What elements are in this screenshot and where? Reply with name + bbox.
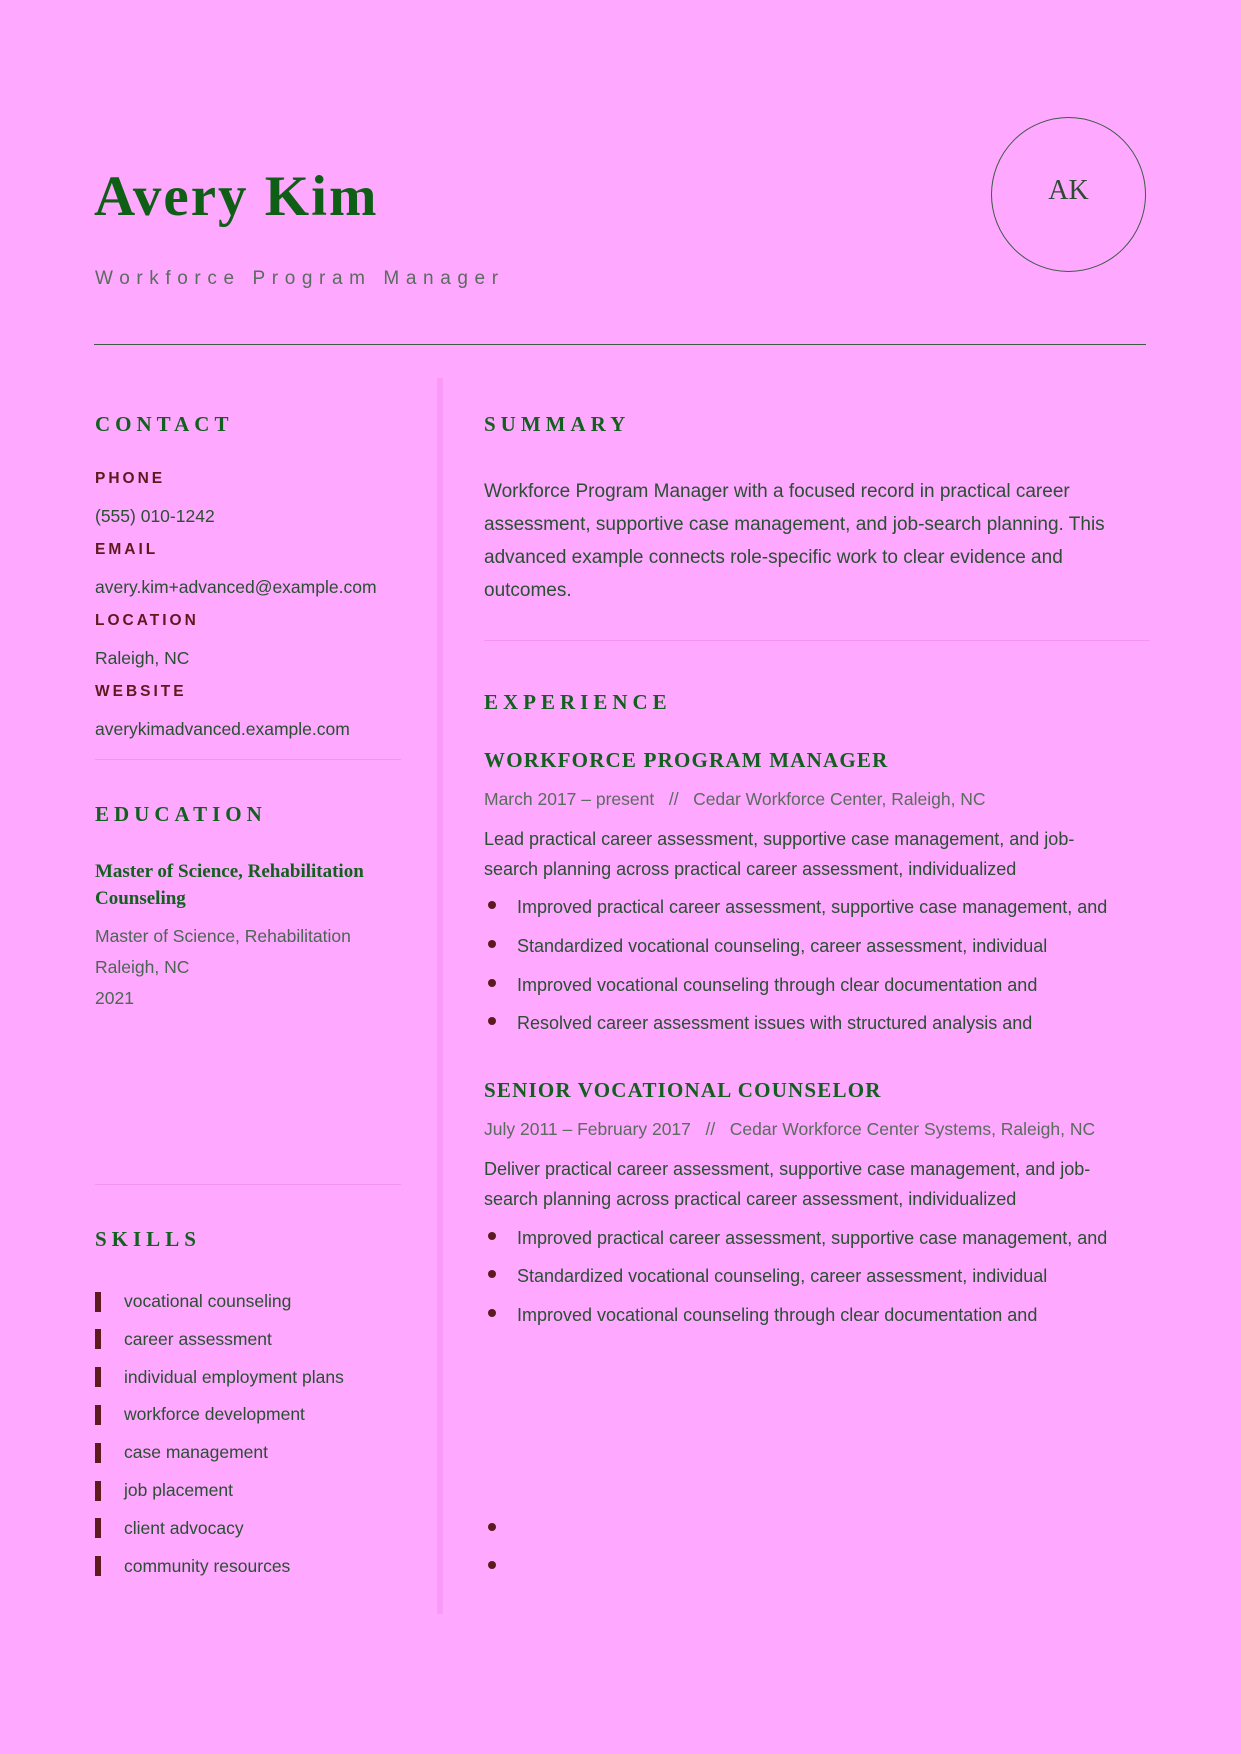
skill-item <box>95 1518 244 1539</box>
job-title: SENIOR VOCATIONAL COUNSELOR <box>484 1078 882 1102</box>
location-value: Raleigh, NC <box>95 648 190 668</box>
skill-item <box>95 1367 344 1388</box>
education-heading: EDUCATION <box>95 802 267 826</box>
skill-item <box>95 1329 272 1350</box>
skill-item <box>95 1442 268 1463</box>
contact-divider <box>95 759 401 760</box>
education-school: Master of Science, Rehabilitation <box>95 926 351 946</box>
skill-marker-icon <box>95 1443 101 1463</box>
bullet-dot-icon <box>488 1270 496 1278</box>
education-location: Raleigh, NC <box>95 957 190 977</box>
job-bullet: Improved practical career assessment, supportive case management, and <box>488 1226 1148 1256</box>
job-bullet: Improved vocational counseling through clear documentation and <box>488 1303 1148 1333</box>
skill-marker-icon <box>95 1367 101 1387</box>
job-bullet: Standardized vocational counseling, career assessment, individual <box>488 1264 1148 1294</box>
experience-heading: EXPERIENCE <box>484 690 672 714</box>
skill-marker-icon <box>95 1556 101 1576</box>
bullet-dot-icon <box>488 940 496 948</box>
contact-heading: CONTACT <box>95 412 234 436</box>
summary-divider <box>484 640 1150 641</box>
monogram-avatar <box>991 117 1146 272</box>
job-description: Deliver practical career assessment, supportive case management, and job-search planning across practical career assessment, individualized <box>484 1159 1091 1209</box>
monogram-initials: AK <box>1048 174 1089 206</box>
job-bullet: Standardized vocational counseling, career assessment, individual <box>488 934 1148 964</box>
bullet-dot-icon <box>488 1523 496 1531</box>
skill-label: career assessment <box>124 1328 272 1349</box>
skill-marker-icon <box>95 1405 101 1425</box>
education-year: 2021 <box>95 988 134 1008</box>
job-meta: July 2011 – February 2017 // Cedar Workforce Center Systems, Raleigh, NC <box>484 1119 1096 1139</box>
job-bullet: Improved practical career assessment, supportive case management, and <box>488 895 1148 925</box>
bullet-dot-icon <box>488 901 496 909</box>
skill-label: vocational counseling <box>124 1291 292 1311</box>
education-divider <box>95 1184 401 1185</box>
skill-label: community resources <box>124 1555 291 1576</box>
bullet-dot-icon <box>488 1561 496 1569</box>
candidate-role: Workforce Program Manager <box>95 268 505 289</box>
skill-marker-icon <box>95 1329 101 1349</box>
website-label: WEBSITE <box>95 683 187 700</box>
skill-label: job placement <box>124 1480 233 1500</box>
candidate-name: Avery Kim <box>94 165 379 228</box>
bullet-dot-icon <box>488 1309 496 1317</box>
skill-marker-icon <box>95 1518 101 1538</box>
bullet-dot-icon <box>488 1232 496 1240</box>
location-label: LOCATION <box>95 612 199 629</box>
skill-item <box>95 1556 290 1577</box>
summary-heading: SUMMARY <box>484 412 631 436</box>
skill-item <box>95 1404 305 1425</box>
website-value[interactable]: averykimadvanced.example.com <box>95 719 350 739</box>
skill-label: individual employment plans <box>124 1366 344 1387</box>
job-meta: March 2017 – present // Cedar Workforce Center, Raleigh, NC <box>484 789 986 809</box>
email-value[interactable]: avery.kim+advanced@example.com <box>95 577 377 597</box>
education-degree: Master of Science, Rehabilitation Counseling <box>95 861 364 909</box>
bullet-dot-icon <box>488 1017 496 1025</box>
phone-value: (555) 010-1242 <box>95 506 215 526</box>
skill-label: workforce development <box>124 1404 305 1425</box>
job-description: Lead practical career assessment, supportive case management, and job-search planning across practical career assessment, individualized <box>484 829 1075 879</box>
skills-heading: SKILLS <box>95 1227 201 1251</box>
skill-item <box>95 1480 233 1501</box>
summary-text: Workforce Program Manager with a focused record in practical career assessment, supportive case management, and job-search planning. This advanced example connects role-specific work to clear evidence and outcomes. <box>484 481 1105 601</box>
header-divider <box>94 344 1146 345</box>
email-label: EMAIL <box>95 541 159 558</box>
skill-item <box>95 1291 291 1312</box>
bullet-dot-icon <box>488 979 496 987</box>
job-bullet: Resolved career assessment issues with structured analysis and <box>488 1011 1148 1041</box>
column-divider <box>437 378 443 1614</box>
job-bullet: Improved vocational counseling through clear documentation and <box>488 973 1148 1003</box>
skill-label: case management <box>124 1442 268 1463</box>
phone-label: PHONE <box>95 470 166 487</box>
skill-label: client advocacy <box>124 1517 244 1538</box>
skill-marker-icon <box>95 1292 101 1312</box>
job-title: WORKFORCE PROGRAM MANAGER <box>484 748 889 772</box>
skill-marker-icon <box>95 1481 101 1501</box>
